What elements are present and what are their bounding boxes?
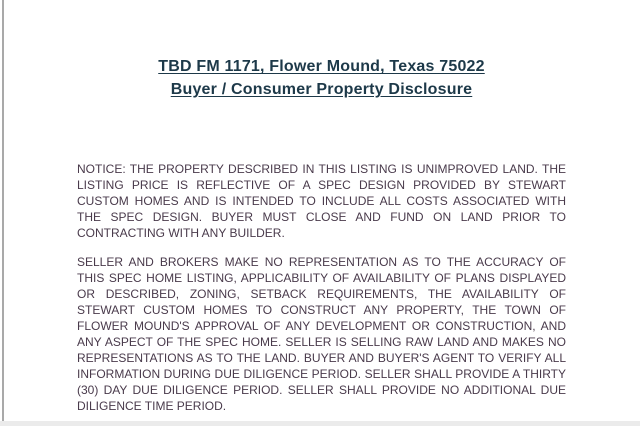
disclosure-document <box>77 55 566 427</box>
disclaimer-paragraph: SELLER AND BROKERS MAKE NO REPRESENTATION AS TO THE ACCURACY OF THIS SPEC HOME LISTING, APPLICABILITY OF AVAILABILITY OF PLANS DISPLAYED OR DESCRIBED, ZONING, SETBACK REQUIREMENTS, THE AVAILABILITY OF STEWART CUSTOM HOMES TO CONSTRUCT ANY PROPERTY, THE TOWN OF FLOWER MOUND'S APPROVAL OF ANY DEVELOPMENT OR CONSTRUCTION, AND ANY ASPECT OF THE SPEC HOME. SELLER IS SELLING RAW LAND AND MAKES NO REPRESENTATIONS AS TO THE LAND. BUYER AND BUYER'S AGENT TO VERIFY ALL INFORMATION DURING DUE DILIGENCE PERIOD. SELLER SHALL PROVIDE A THIRTY (30) DAY DUE DILIGENCE PERIOD. SELLER SHALL PROVIDE NO ADDITIONAL DUE DILIGENCE TIME PERIOD. <box>77 255 566 413</box>
notice-paragraph: NOTICE: THE PROPERTY DESCRIBED IN THIS LISTING IS UNIMPROVED LAND. THE LISTING PRICE IS REFLECTIVE OF A SPEC DESIGN PROVIDED BY STEWART CUSTOM HOMES AND IS INTENDED TO INCLUDE ALL COSTS ASSOCIATED WITH THE SPEC DESIGN. BUYER MUST CLOSE AND FUND ON LAND PRIOR TO CONTRACTING WITH ANY BUILDER. <box>77 162 566 240</box>
disclosure-subtitle: Buyer / Consumer Property Disclosure <box>170 81 473 98</box>
document-body <box>77 161 566 414</box>
document-title-block <box>77 55 566 101</box>
property-address-title: TBD FM 1171, Flower Mound, Texas 75022 <box>158 58 485 75</box>
photo-edge-left-line <box>2 0 4 426</box>
